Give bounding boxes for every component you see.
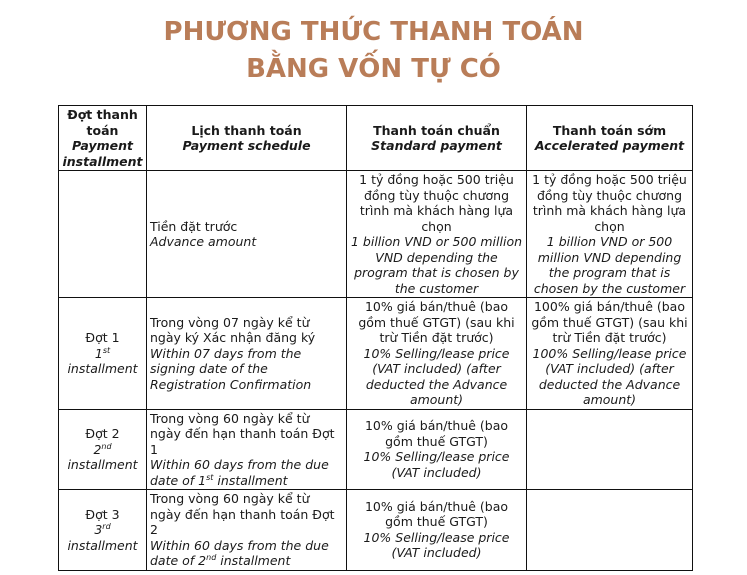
cell-installment bbox=[59, 171, 147, 298]
standard-en: 10% Selling/lease price (VAT included) bbox=[363, 529, 510, 561]
title-line-1: PHƯƠNG THỨC THANH TOÁN bbox=[163, 17, 584, 47]
header-standard-vi: Thanh toán chuẩn bbox=[373, 122, 500, 138]
schedule-en: Advance amount bbox=[150, 234, 257, 249]
cell-installment bbox=[59, 298, 147, 410]
installment-en: installment bbox=[67, 537, 138, 553]
schedule-vi: Tiền đặt trước bbox=[150, 218, 238, 234]
header-schedule-en: Payment schedule bbox=[182, 138, 311, 153]
cell-accelerated bbox=[527, 298, 693, 410]
installment-ordinal: 1st bbox=[94, 345, 111, 361]
cell-schedule bbox=[147, 298, 347, 410]
standard-en: 10% Selling/lease price (VAT included) (after deducted the Advance amount) bbox=[363, 345, 510, 407]
table-header-row bbox=[59, 106, 693, 171]
cell-schedule bbox=[147, 409, 347, 490]
header-schedule-vi: Lịch thanh toán bbox=[191, 122, 302, 138]
header-standard bbox=[347, 106, 527, 171]
cell-standard bbox=[347, 409, 527, 490]
header-installment-vi: Đợt thanh toán bbox=[67, 107, 138, 138]
cell-standard bbox=[347, 298, 527, 410]
cell-accelerated bbox=[527, 171, 693, 298]
cell-schedule bbox=[147, 171, 347, 298]
standard-vi: 1 tỷ đồng hoặc 500 triệu đồng tùy thuộc chương trình mà khách hàng lựa chọn bbox=[359, 172, 514, 234]
standard-vi: 10% giá bán/thuê (bao gồm thuế GTGT) bbox=[364, 498, 509, 530]
header-schedule bbox=[147, 106, 347, 171]
installment-ordinal: 3rd bbox=[94, 521, 111, 537]
accelerated-vi: 100% giá bán/thuê (bao gồm thuế GTGT) (sau khi trừ Tiền đặt trước) bbox=[531, 299, 688, 345]
header-standard-en: Standard payment bbox=[371, 138, 502, 153]
table-row-advance bbox=[59, 171, 693, 298]
schedule-vi: Trong vòng 07 ngày kể từ ngày ký Xác nhận đăng ký bbox=[150, 314, 316, 345]
schedule-en: Within 60 days from the due date of 1st installment bbox=[150, 457, 329, 488]
table-row-installment-1 bbox=[59, 298, 693, 410]
schedule-vi: Trong vòng 60 ngày kể từ ngày đến hạn thanh toán Đợt 2 bbox=[150, 491, 335, 537]
table-row-installment-3 bbox=[59, 490, 693, 571]
header-installment-en: Payment installment bbox=[62, 138, 143, 169]
accelerated-en: 1 billion VND or 500 million VND depending the program that is chosen by the customer bbox=[533, 234, 686, 296]
installment-vi: Đợt 3 bbox=[85, 506, 120, 522]
installment-ordinal: 2nd bbox=[93, 441, 112, 457]
standard-en: 1 billion VND or 500 million VND depending the program that is chosen by the customer bbox=[350, 234, 523, 296]
cell-standard bbox=[347, 171, 527, 298]
accelerated-vi: 1 tỷ đồng hoặc 500 triệu đồng tùy thuộc chương trình mà khách hàng lựa chọn bbox=[532, 172, 687, 234]
standard-vi: 10% giá bán/thuê (bao gồm thuế GTGT) (sau khi trừ Tiền đặt trước) bbox=[358, 299, 515, 345]
cell-schedule bbox=[147, 490, 347, 571]
header-accelerated-en: Accelerated payment bbox=[534, 138, 685, 153]
schedule-en: Within 60 days from the due date of 2nd installment bbox=[150, 537, 329, 568]
header-accelerated bbox=[527, 106, 693, 171]
header-installment bbox=[59, 106, 147, 171]
installment-vi: Đợt 1 bbox=[85, 330, 120, 345]
cell-installment bbox=[59, 490, 147, 571]
header-accelerated-vi: Thanh toán sớm bbox=[552, 122, 667, 138]
accelerated-en: 100% Selling/lease price (VAT included) (after deducted the Advance amount) bbox=[532, 345, 687, 407]
standard-vi: 10% giá bán/thuê (bao gồm thuế GTGT) bbox=[364, 418, 509, 449]
installment-vi: Đợt 2 bbox=[85, 426, 120, 441]
table-row-installment-2 bbox=[59, 409, 693, 490]
cell-accelerated bbox=[527, 490, 693, 571]
schedule-en: Within 07 days from the signing date of the Registration Confirmation bbox=[150, 345, 312, 392]
payment-table bbox=[58, 105, 693, 571]
page-title bbox=[0, 14, 747, 88]
installment-en: installment bbox=[67, 361, 138, 376]
standard-en: 10% Selling/lease price (VAT included) bbox=[363, 449, 510, 480]
cell-accelerated bbox=[527, 409, 693, 490]
cell-installment bbox=[59, 409, 147, 490]
cell-standard bbox=[347, 490, 527, 571]
title-line-2: BẰNG VỐN TỰ CÓ bbox=[246, 54, 501, 84]
schedule-vi: Trong vòng 60 ngày kể từ ngày đến hạn thanh toán Đợt 1 bbox=[150, 410, 335, 457]
installment-en: installment bbox=[67, 457, 138, 472]
